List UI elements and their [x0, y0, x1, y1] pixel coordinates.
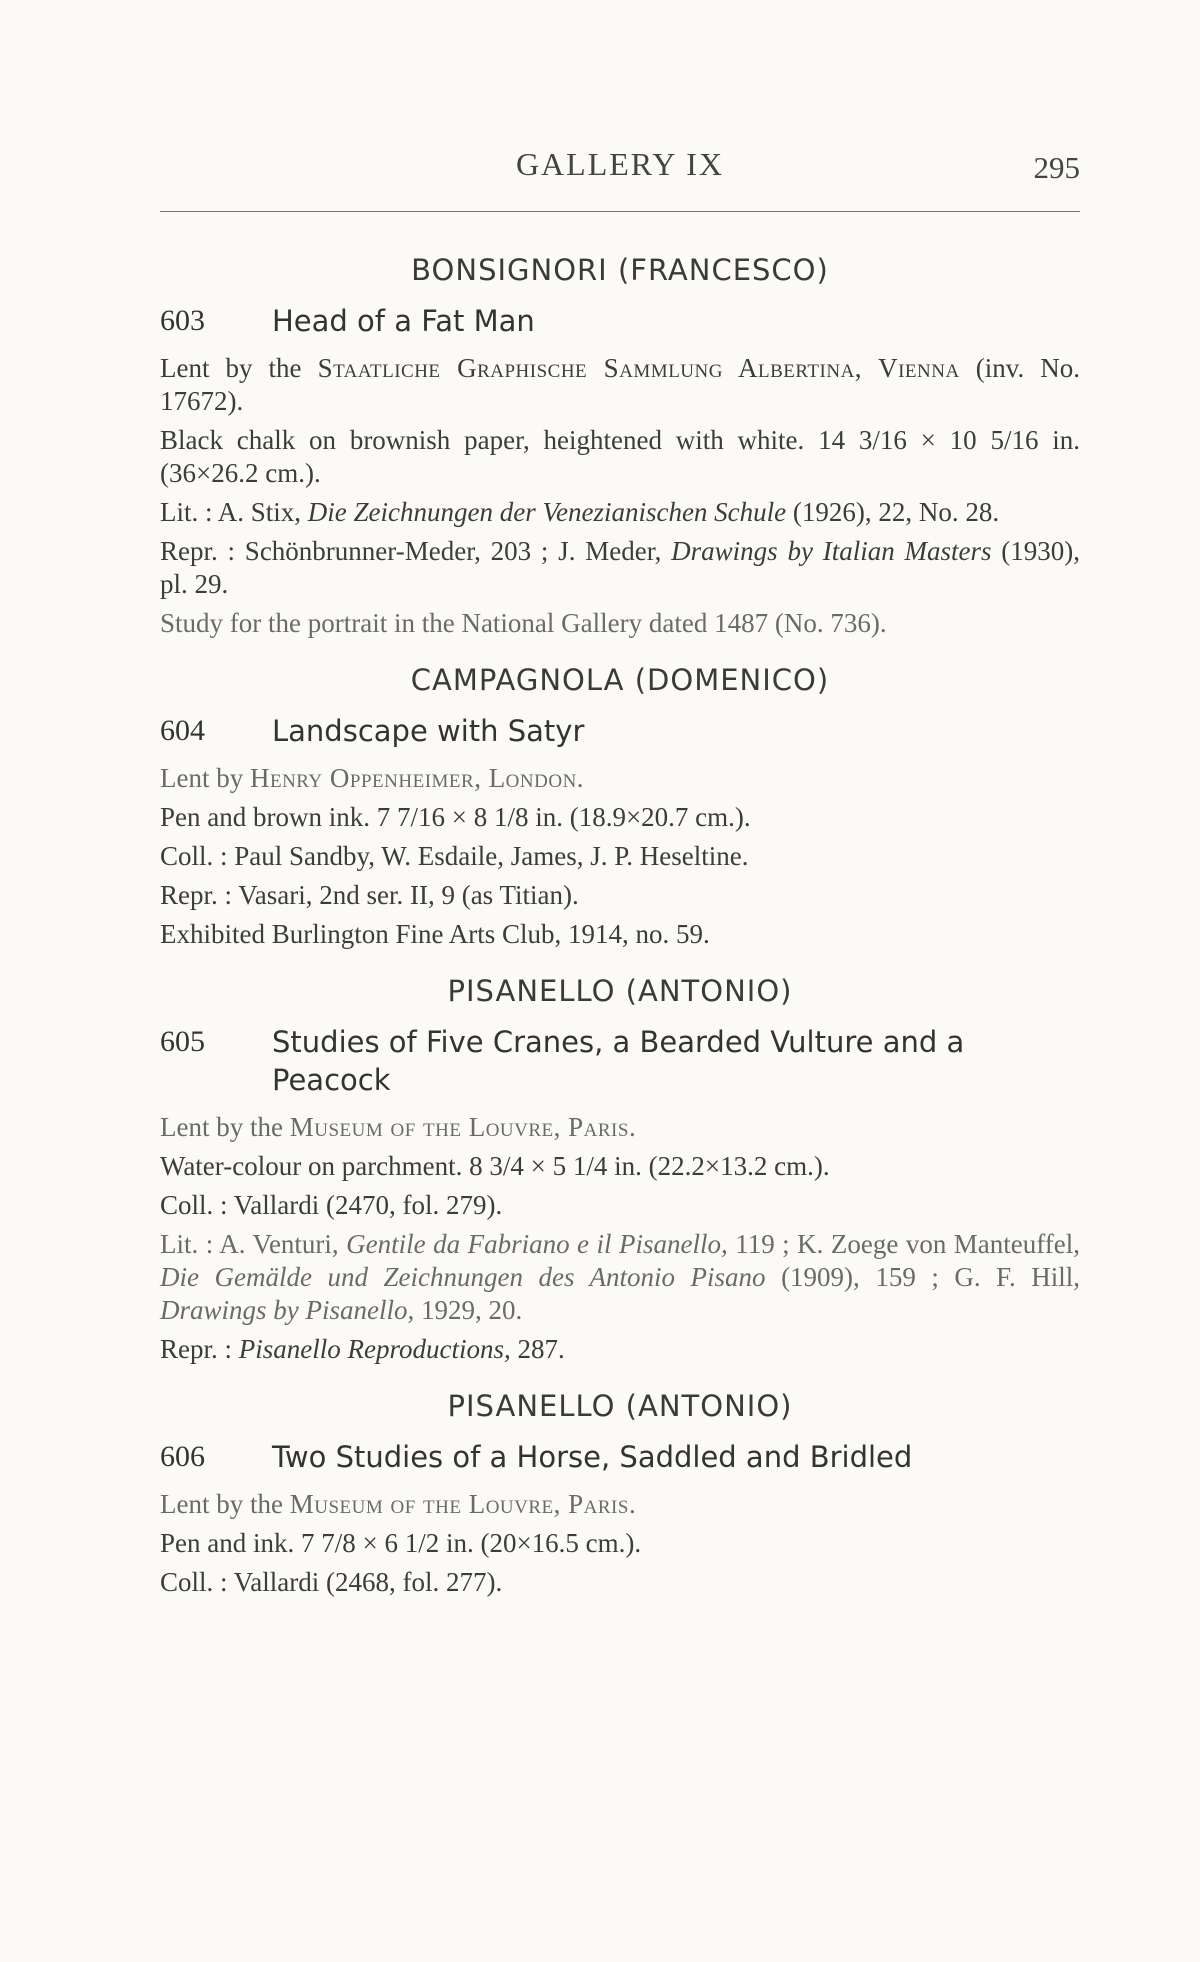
reproduction-line: [160, 535, 1080, 601]
reproduction-line: [160, 1333, 1080, 1366]
note-line: Study for the portrait in the National Gallery dated 1487 (No. 736).: [160, 608, 887, 638]
literature-text-a: 119 ; K. Zoege von Manteuffel,: [727, 1229, 1080, 1259]
literature-title-c: Drawings by Pisanello,: [160, 1295, 415, 1325]
collection-line: Coll. : Vallardi (2470, fol. 279).: [160, 1190, 503, 1220]
collection-line: Coll. : Vallardi (2468, fol. 277).: [160, 1567, 503, 1597]
collection-line: Coll. : Paul Sandby, W. Esdaile, James, J. P. Heseltine.: [160, 841, 749, 871]
catalogue-entry-606: [160, 1388, 1080, 1599]
literature-text-c: 1929, 20.: [414, 1295, 523, 1325]
literature-title: Die Zeichnungen der Venezianischen Schule: [307, 497, 787, 527]
reproduction-title: Pisanello Reproductions,: [238, 1334, 511, 1364]
entry-heading: [160, 302, 1080, 340]
entry-title: Studies of Five Cranes, a Bearded Vulture and a Peacock: [272, 1025, 965, 1097]
literature-title-b: Die Gemälde und Zeichnungen des Antonio Pisano: [160, 1262, 766, 1292]
catalogue-entry-605: [160, 973, 1080, 1366]
entry-number: 604: [160, 714, 205, 747]
medium-line: Water-colour on parchment. 8 3/4 × 5 1/4 in. (22.2×13.2 cm.).: [160, 1151, 830, 1181]
entry-heading: [160, 1023, 1080, 1099]
catalogue-entry-604: [160, 662, 1080, 951]
literature-prefix: Lit. : A. Stix,: [160, 497, 308, 527]
entry-title: Landscape with Satyr: [272, 714, 585, 748]
page-number: 295: [1033, 150, 1080, 185]
reproduction-line: Repr. : Vasari, 2nd ser. II, 9 (as Titian).: [160, 880, 579, 910]
lender-line: [160, 352, 1080, 418]
entry-number: 605: [160, 1025, 205, 1058]
literature-prefix: Lit. : A. Venturi,: [160, 1229, 347, 1259]
medium-line: Pen and brown ink. 7 7/16 × 8 1/8 in. (18.9×20.7 cm.).: [160, 802, 751, 832]
lender-prefix: Lent by: [160, 763, 250, 793]
entry-title: Two Studies of a Horse, Saddled and Bridled: [272, 1440, 913, 1474]
header-rule: [160, 211, 1080, 212]
lender-prefix: Lent by the: [160, 1112, 290, 1142]
reproduction-prefix: Repr. : Schönbrunner-Meder, 203 ; J. Meder,: [160, 536, 672, 566]
reproduction-title: Drawings by Italian Masters: [671, 536, 992, 566]
artist-heading: BONSIGNORI (FRANCESCO): [411, 253, 829, 287]
literature-suffix: (1926), 22, No. 28.: [786, 497, 1000, 527]
lender-line: [160, 1488, 1080, 1521]
entry-title: Head of a Fat Man: [272, 304, 535, 338]
entry-number: 603: [160, 304, 205, 337]
entry-heading: [160, 1438, 1080, 1476]
lender-name: Staatliche Graphische Sammlung Albertina, Vienna: [317, 353, 960, 383]
lender-name: Museum of the Louvre, Paris.: [289, 1489, 637, 1519]
literature-title-a: Gentile da Fabriano e il Pisanello,: [346, 1229, 728, 1259]
lender-name: Museum of the Louvre, Paris.: [289, 1112, 637, 1142]
catalogue-body: [160, 252, 1080, 1621]
lender-name: Henry Oppenheimer, London.: [249, 763, 585, 793]
catalogue-entry-603: [160, 252, 1080, 640]
entry-number: 606: [160, 1440, 205, 1473]
lender-prefix: Lent by the: [160, 1489, 290, 1519]
lender-suffix: (inv. No. 17672).: [160, 353, 1080, 416]
medium-line: Black chalk on brownish paper, heightened with white. 14 3/16 × 10 5/16 in. (36×26.2 cm.).: [160, 425, 1080, 488]
lender-line: [160, 1111, 1080, 1144]
reproduction-prefix: Repr. :: [160, 1334, 239, 1364]
literature-line: [160, 1228, 1080, 1327]
artist-heading: PISANELLO (ANTONIO): [447, 1389, 793, 1423]
literature-text-b: (1909), 159 ; G. F. Hill,: [765, 1262, 1081, 1292]
literature-line: [160, 496, 1080, 529]
reproduction-suffix: 287.: [510, 1334, 565, 1364]
entry-heading: [160, 712, 1080, 750]
artist-heading: PISANELLO (ANTONIO): [447, 974, 793, 1008]
running-title: GALLERY IX: [515, 146, 725, 182]
lender-line: [160, 762, 1080, 795]
medium-line: Pen and ink. 7 7/8 × 6 1/2 in. (20×16.5 cm.).: [160, 1528, 642, 1558]
exhibited-line: Exhibited Burlington Fine Arts Club, 1914, no. 59.: [160, 919, 710, 949]
artist-heading: CAMPAGNOLA (DOMENICO): [410, 663, 830, 697]
running-head: [160, 146, 1080, 190]
reproduction-suffix: (1930), pl. 29.: [160, 536, 1080, 599]
lender-prefix: Lent by the: [160, 353, 318, 383]
